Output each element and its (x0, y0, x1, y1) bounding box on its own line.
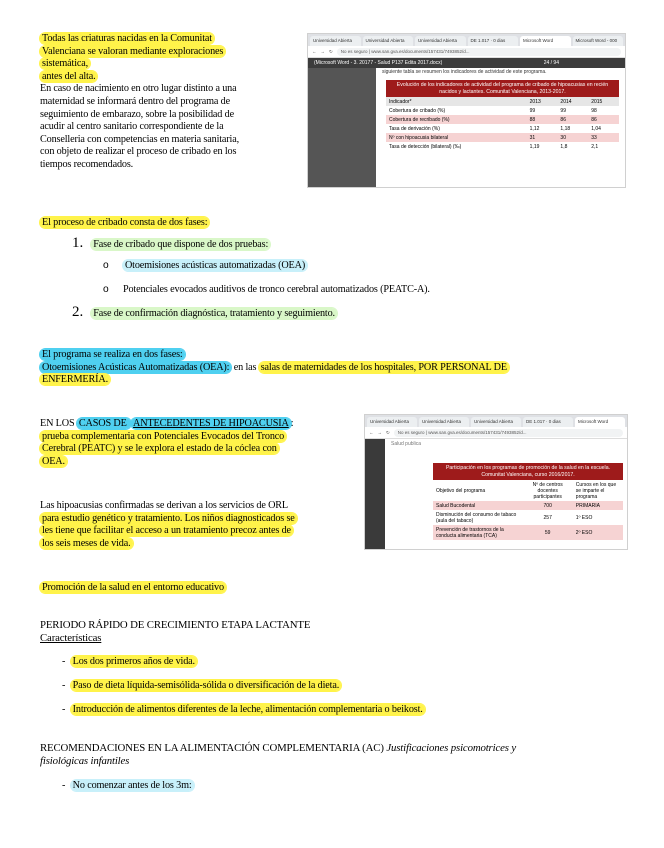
table-row (433, 525, 623, 540)
periodo-item-3 (62, 704, 425, 717)
promocion-line (40, 582, 226, 595)
dash-bullet: - (62, 656, 66, 667)
text-line: les tiene que facilitar el acceso a un tratamiento precoz antes de (42, 525, 291, 537)
table-cell: 99 (560, 107, 566, 114)
text-line: OEA. (42, 455, 65, 467)
text-line: En caso de nacimiento en otro lugar distinto a una (40, 83, 237, 95)
table-cell: PRIMARIA (575, 502, 600, 509)
embedded-screenshot-2 (364, 414, 628, 550)
process-subitem-1 (103, 260, 307, 273)
table-row (433, 510, 623, 525)
table-cell: 2,1 (591, 143, 599, 150)
table-header-row (433, 480, 623, 501)
pdf-intro-text: siguiente tabla se resumen los indicadores de actividad de este programa. (382, 69, 547, 75)
text-fragment: EN LOS (40, 418, 77, 429)
section-title: RECOMENDACIONES EN LA ALIMENTACIÓN COMPLEMENTARIA (AC) (40, 742, 387, 754)
text-line: Promoción de la salud en el entorno educativo (42, 582, 224, 593)
table-cell: 88 (529, 116, 536, 123)
table-cell: 257 (543, 514, 552, 521)
section-title-italic: Justificaciones psicomotrices y (386, 742, 516, 754)
table-cell: 86 (591, 116, 597, 123)
process-item-1 (72, 234, 270, 252)
browser-tab[interactable]: Universidad Abierta (415, 36, 466, 46)
text-fragment: CASOS DE (78, 418, 130, 429)
text-fragment: ANTECEDENTES DE HIPOACUSIA (133, 418, 289, 429)
text-line: con objeto de realizar el proceso de cribado en los (40, 146, 237, 158)
dash-bullet: - (62, 680, 66, 691)
pdf-sidebar (365, 439, 385, 549)
back-icon[interactable]: ← (312, 49, 317, 54)
bullet: o (103, 284, 109, 295)
url-input[interactable]: No es seguro | www.san.gva.es/documents/157431/7493852/d... (394, 429, 623, 437)
text-line: prueba complementaria con Potenciales Evocados del Tronco (42, 430, 285, 442)
table-row (433, 501, 623, 510)
table-cell: 1,8 (560, 143, 568, 150)
pdf-viewer-toolbar (308, 58, 625, 68)
text-line: No comenzar antes de los 3m: (72, 780, 192, 791)
intro-paragraph (40, 33, 302, 172)
text-line: El programa se realiza en dos fases: (42, 349, 183, 360)
table-header: Cursos en los que se imparte el programa (575, 481, 617, 500)
text-fragment: : (290, 418, 294, 429)
table-header-row (386, 97, 619, 106)
text-line: Cerebral (PEATC) y se le explora el estado de la cóclea con (42, 443, 277, 455)
table-cell: 700 (543, 502, 552, 509)
pdf-page (385, 439, 627, 549)
table-title: Evolución de los indicadores de actividad del programa de cribado de hipoacusias en recién nacidos y lactantes. Comunitat Valenciana, 2013-2017. (386, 80, 619, 97)
text-line: Las hipoacusias confirmadas se derivan a los servicios de ORL (40, 500, 289, 511)
text-line: acudir al centro sanitario correspondiente de la (40, 121, 224, 133)
text-line: seguimiento de embarazo, sobre la posibilidad de (40, 108, 234, 120)
text-line: Fase de cribado que dispone de dos pruebas: (93, 239, 269, 250)
table-cell: Disminución del consumo de tabaco (aula del tabaco) (436, 511, 517, 524)
section-title: PERIODO RÁPIDO DE CRECIMIENTO ETAPA LACTANTE (40, 619, 311, 631)
table-cell: Tasa de derivación (%) (389, 125, 440, 132)
table-cell: 30 (560, 134, 566, 141)
text-line: Potenciales evocados auditivos de tronco cerebral automatizados (PEATC-A). (122, 284, 430, 295)
text-line: Todas las criaturas nacidas en la Comunitat (42, 33, 212, 44)
browser-tab[interactable]: Universidad Abierta (419, 417, 469, 427)
pdf-breadcrumb: Salud publica (391, 441, 422, 447)
table-cell: 1,19 (529, 143, 540, 150)
list-number: 1. (72, 235, 84, 251)
browser-tab[interactable]: DE 1.017 · 0 dias (468, 36, 519, 46)
table-row (386, 133, 619, 142)
text-line: para estudio genético y tratamiento. Los niños diagnosticados se (42, 512, 295, 524)
text-fragment: Otoemisiones Acústicas Automatizadas (OEA): (42, 361, 230, 373)
browser-tab-bar (308, 34, 625, 46)
indicators-table (386, 97, 619, 151)
text-fragment: en las (231, 361, 259, 373)
process-subitem-2 (103, 284, 430, 297)
dash-bullet: - (62, 780, 66, 791)
table-row (386, 106, 619, 115)
recomendaciones-item-1 (62, 780, 194, 793)
table-title: Participación en los programas de promoción de la salud en la escuela. Comunitat Valenciana, curso 2016/2017. (433, 463, 623, 480)
table-cell: 31 (529, 134, 536, 141)
table-cell: 1,12 (529, 125, 540, 132)
table-cell: Prevención de trastornos de la conducta alimentaria (TCA) (436, 526, 504, 539)
table-cell: Cobertura de recribado (%) (389, 116, 450, 123)
table-cell: 33 (591, 134, 597, 141)
text-line: sistemática, (42, 58, 89, 70)
table-cell: 86 (560, 116, 566, 123)
text-line: Fase de confirmación diagnóstica, tratamiento y seguimiento. (93, 308, 335, 319)
periodo-item-1 (62, 656, 197, 669)
text-fragment: salas de maternidades de los hospitales, POR PERSONAL DE (260, 361, 507, 373)
text-line: Valenciana se valoran mediante exploraciones (42, 45, 224, 57)
text-line: Otoemisiones acústicas automatizadas (OEA) (124, 260, 306, 271)
table-cell: Cobertura de cribado (%) (389, 107, 446, 114)
browser-tab[interactable]: Universidad Abierta (471, 417, 521, 427)
browser-tab[interactable]: Microsoft Word - 000 (573, 36, 624, 46)
table-header: Objetivo del programa (436, 487, 486, 494)
text-line: El proceso de cribado consta de dos fases: (42, 217, 208, 228)
url-input[interactable]: No es seguro | www.san.gva.es/documents/157431/7493852/d... (337, 48, 621, 56)
dash-bullet: - (62, 704, 66, 715)
browser-tab[interactable]: DE 1.017 · 0 dias (523, 417, 573, 427)
browser-url-bar (308, 46, 625, 58)
forward-icon[interactable]: → (377, 430, 382, 435)
browser-url-bar (365, 427, 627, 439)
text-line: los seis meses de vida. (42, 537, 131, 549)
browser-tab-bar (365, 415, 627, 427)
hipoacusias-paragraph (40, 500, 356, 550)
antecedentes-paragraph (40, 418, 356, 468)
table-cell: 99 (529, 107, 536, 114)
table-cell: Salud Bucodental (436, 502, 476, 509)
table-row (386, 124, 619, 133)
table-header: 2015 (591, 98, 603, 105)
text-line: maternidad se informará dentro del programa de (40, 95, 230, 107)
table-cell: 98 (591, 107, 597, 114)
table-cell: 59 (544, 529, 551, 536)
pdf-title: (Microsoft Word - 3. 20177 - Salud P137 Edita 2017.docx) (314, 60, 443, 66)
text-line: tiempos recomendados. (40, 158, 134, 170)
table-header: Nº de centros docentes participantes (532, 481, 563, 500)
process-intro (40, 217, 209, 230)
table-cell: Tasa de detección (bilateral) (‰) (389, 143, 462, 150)
process-item-2 (72, 303, 337, 321)
pdf-page-indicator: 24 / 94 (543, 60, 559, 66)
table-cell: 2º ESO (575, 529, 593, 536)
table-header: 2013 (529, 98, 541, 105)
table-row (386, 115, 619, 124)
browser-tab-active[interactable]: Microsoft Word (520, 36, 571, 46)
list-number: 2. (72, 304, 84, 320)
participation-table (433, 480, 623, 540)
table-cell: 1,04 (591, 125, 601, 132)
table-header: Indicador* (389, 98, 412, 105)
text-line: antes del alta. (42, 70, 96, 82)
browser-tab[interactable]: Universidad Abierta (363, 36, 414, 46)
table-cell: 1º ESO (575, 514, 593, 521)
periodo-item-2 (62, 680, 341, 693)
forward-icon[interactable]: → (320, 49, 325, 54)
table-cell: Nº con hipoacusia bilateral (389, 134, 449, 141)
browser-tab-active[interactable]: Microsoft Word (575, 417, 625, 427)
browser-tab[interactable]: Universidad Abierta (367, 417, 417, 427)
pdf-page (376, 68, 625, 187)
table-header: 2014 (560, 98, 572, 105)
reload-icon[interactable]: ↻ (329, 48, 333, 54)
text-line: ENFERMERÍA. (42, 374, 108, 386)
table-row (386, 142, 619, 151)
text-line: Introducción de alimentos diferentes de la leche, alimentación complementaria o beikost. (72, 704, 423, 715)
text-line: Conselleria con competencias en materia sanitaria, (40, 133, 239, 145)
back-icon[interactable]: ← (369, 430, 374, 435)
table-cell: 1,18 (560, 125, 571, 132)
recomendaciones-heading (40, 742, 640, 767)
embedded-screenshot-1 (307, 33, 626, 188)
programa-paragraph (40, 349, 640, 387)
text-line: Paso de dieta líquida-semisólida-sólida o diversificación de la dieta. (72, 680, 340, 691)
section-subtitle: Características (40, 631, 102, 644)
reload-icon[interactable]: ↻ (386, 429, 390, 435)
bullet: o (103, 260, 109, 271)
periodo-heading (40, 619, 310, 644)
browser-tab[interactable]: Universidad Abierta (310, 36, 361, 46)
text-line: Los dos primeros años de vida. (72, 656, 195, 667)
section-title-italic: fisiológicas infantiles (40, 754, 130, 767)
